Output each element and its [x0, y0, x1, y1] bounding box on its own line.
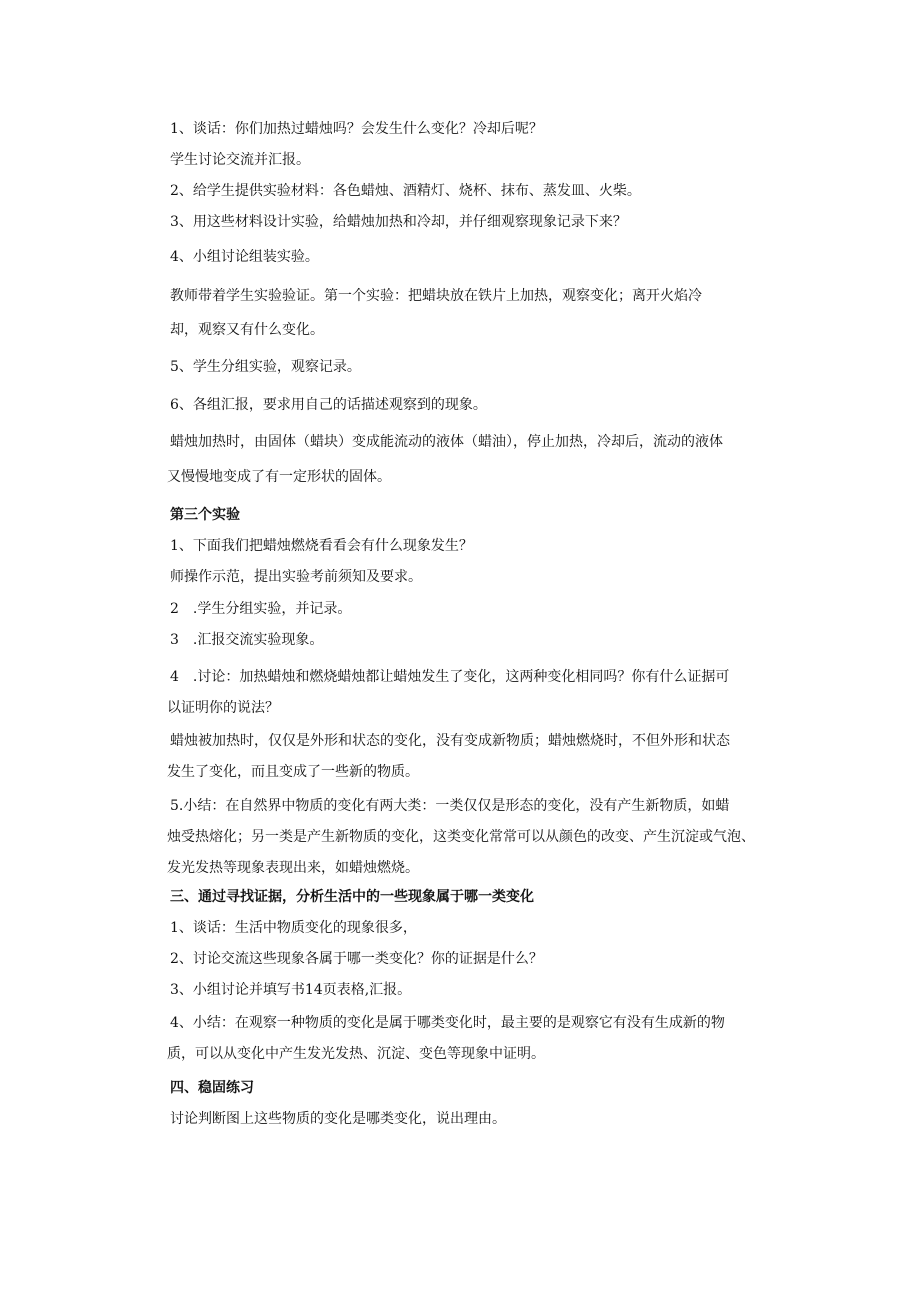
paragraph-line: 3、用这些材料设计实验，给蜡烛加热和冷却，并仔细观察现象记录下来？ — [170, 214, 627, 230]
paragraph-line: 发生了变化，而且变成了一些新的物质。 — [167, 764, 419, 780]
paragraph-line: 讨论判断图上这些物质的变化是哪类变化，说出理由。 — [170, 1111, 506, 1127]
paragraph-line: 以证明你的说法？ — [167, 700, 279, 716]
paragraph-line: 蜡烛被加热时，仅仅是外形和状态的变化，没有变成新物质；蜡烛燃烧时，不但外形和状态 — [170, 733, 730, 749]
paragraph-line: 2、给学生提供实验材料：各色蜡烛、酒精灯、烧杯、抹布、蒸发皿、火柴。 — [170, 183, 641, 199]
paragraph-line: 1、下面我们把蜡烛燃烧看看会有什么现象发生？ — [170, 538, 473, 554]
section-heading: 三、通过寻找证据，分析生活中的一些现象属于哪一类变化 — [170, 889, 534, 905]
section-heading: 四、稳固练习 — [170, 1080, 254, 1096]
paragraph-line: 4 .讨论：加热蜡烛和燃烧蜡烛都让蜡烛发生了变化，这两种变化相同吗？你有什么证据可 — [170, 669, 730, 685]
paragraph-line: 1、谈话：生活中物质变化的现象很多， — [170, 920, 417, 936]
paragraph-line: 烛受热熔化；另一类是产生新物质的变化，这类变化常常可以从颜色的改变、产生沉淀或气泡、 — [167, 829, 755, 845]
paragraph-line: 3 .汇报交流实验现象。 — [170, 632, 324, 648]
paragraph-line: 1、谈话：你们加热过蜡烛吗？会发生什么变化？冷却后呢？ — [170, 121, 543, 137]
paragraph-line: 5.小结：在自然界中物质的变化有两大类：一类仅仅是形态的变化，没有产生新物质，如蜡 — [170, 798, 730, 814]
paragraph-line: 3、小组讨论并填写书14页表格,汇报。 — [170, 982, 412, 998]
paragraph-line: 5、学生分组实验，观察记录。 — [170, 359, 361, 375]
paragraph-line: 教师带着学生实验验证。第一个实验：把蜡块放在铁片上加热，观察变化；离开火焰冷 — [170, 288, 702, 304]
paragraph-line: 4、小结：在观察一种物质的变化是属于哪类变化时，最主要的是观察它有没有生成新的物 — [170, 1015, 725, 1031]
paragraph-line: 2、讨论交流这些现象各属于哪一类变化？你的证据是什么？ — [170, 951, 543, 967]
paragraph-line: 学生讨论交流并汇报。 — [170, 152, 310, 168]
paragraph-line: 又慢慢地变成了有一定形状的固体。 — [167, 469, 391, 485]
section-heading: 第三个实验 — [170, 507, 240, 523]
paragraph-line: 2 .学生分组实验，并记录。 — [170, 601, 352, 617]
paragraph-line: 发光发热等现象表现出来，如蜡烛燃烧。 — [167, 860, 419, 876]
paragraph-line: 蜡烛加热时，由固体（蜡块）变成能流动的液体（蜡油），停止加热，冷却后，流动的液体 — [170, 434, 723, 450]
paragraph-line: 4、小组讨论组装实验。 — [170, 249, 319, 265]
paragraph-line: 6、各组汇报，要求用自己的话描述观察到的现象。 — [170, 397, 487, 413]
paragraph-line: 师操作示范，提出实验考前须知及要求。 — [170, 569, 422, 585]
paragraph-line: 却，观察又有什么变化。 — [170, 322, 324, 338]
paragraph-line: 质，可以从变化中产生发光发热、沉淀、变色等现象中证明。 — [167, 1046, 545, 1062]
